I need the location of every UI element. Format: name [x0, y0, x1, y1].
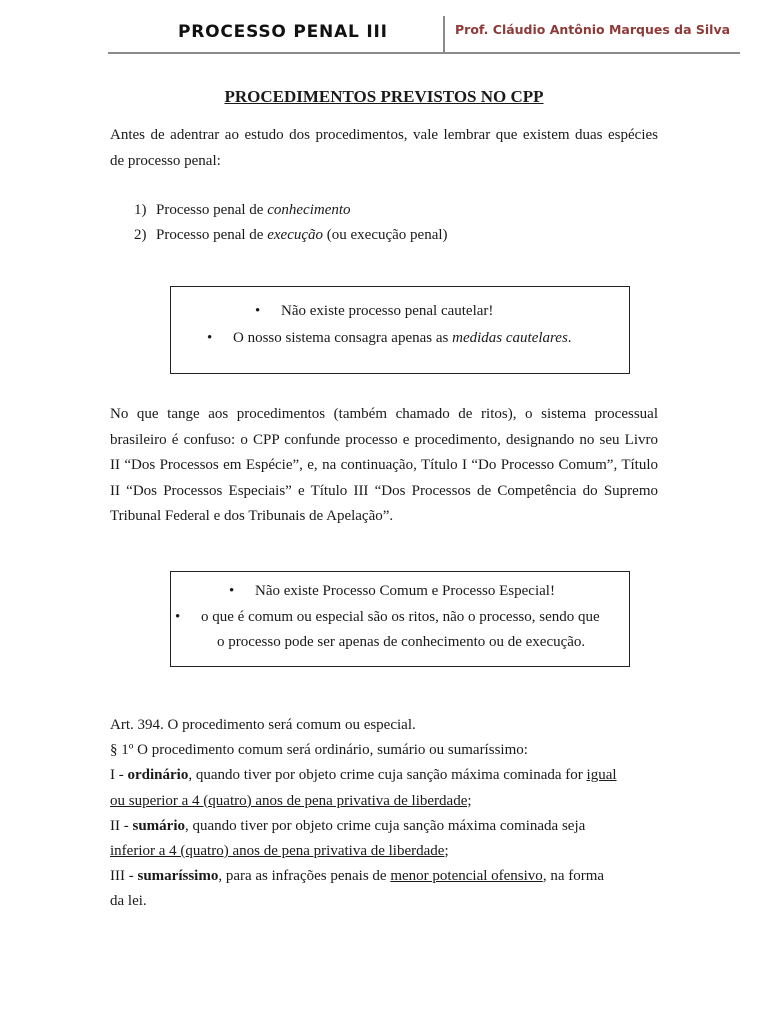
item-prefix: I -: [110, 767, 128, 784]
box-bullet-item: [175, 609, 600, 626]
procedures-paragraph: [110, 402, 658, 530]
box-bullet-item: [255, 303, 493, 320]
paragraph-line: II “Dos Processos em Espécie”, e, na continuação, Título I “Do Processo Comum”, Título: [110, 457, 658, 473]
item-text: , para as infrações penais de: [218, 868, 391, 885]
bullet-icon: •: [175, 609, 181, 625]
item-prefix: II -: [110, 817, 133, 834]
bullet-icon: •: [207, 330, 213, 346]
item-prefix: III -: [110, 868, 138, 885]
list-text: Processo penal de: [156, 227, 268, 243]
box-bullet-suffix: .: [567, 330, 572, 346]
box-bullet-continuation: o processo pode ser apenas de conhecimento ou de execução.: [217, 634, 586, 650]
page-header: [0, 0, 768, 56]
list-number: 1): [134, 202, 147, 218]
item-ordinario: [110, 763, 650, 788]
professor-name: Prof. Cláudio Antônio Marques da Silva: [455, 22, 731, 37]
note-box-processo: [170, 571, 630, 667]
header-divider-horizontal: [108, 52, 740, 54]
list-suffix: (ou execução penal): [323, 227, 448, 243]
box-bullet-text: Não existe Processo Comum e Processo Especial!: [255, 583, 555, 599]
intro-line: Antes de adentrar ao estudo dos procedimentos, vale lembrar que existem duas espécies: [110, 127, 658, 143]
box-bullet-item: [229, 583, 555, 600]
paragraph-line: Tribunal Federal e dos Tribunais de Apelação”.: [110, 508, 394, 524]
item-underline: menor potencial ofensivo: [390, 868, 543, 885]
box-bullet-text: O nosso sistema consagra apenas as: [233, 330, 453, 346]
article-heading: Art. 394. O procedimento será comum ou especial.: [110, 717, 416, 733]
item-bold: ordinário: [127, 767, 189, 784]
box-bullet-text: o que é comum ou especial são os ritos, não o processo, sendo que: [201, 609, 600, 625]
box-bullet-italic: medidas cautelares: [452, 330, 568, 346]
list-number: 2): [134, 227, 147, 243]
item-sumarissimo-cont: da lei.: [110, 893, 147, 910]
box-bullet-text: Não existe processo penal cautelar!: [281, 303, 494, 319]
list-italic: execução: [267, 227, 324, 243]
box-bullet-item: [207, 330, 572, 347]
species-list: [134, 198, 448, 248]
item-underline: igual: [586, 767, 617, 784]
intro-line: de processo penal:: [110, 152, 221, 169]
article-paragraph-1: § 1º O procedimento comum será ordinário, sumário ou sumaríssimo:: [110, 742, 528, 759]
item-ordinario-cont: [110, 789, 650, 814]
item-sumarissimo: [110, 864, 650, 889]
bullet-icon: •: [229, 583, 235, 599]
list-text: Processo penal de: [156, 202, 268, 218]
item-end: , na forma: [542, 868, 605, 885]
item-text: , quando tiver por objeto crime cuja sanção máxima cominada seja: [185, 817, 586, 834]
item-sumario: [110, 814, 650, 839]
item-underline: inferior a 4 (quatro) anos de pena privativa de liberdade: [110, 842, 445, 859]
paragraph-line: brasileiro é confuso: o CPP confunde processo e procedimento, designando no seu Livro: [110, 431, 658, 448]
page-title: PROCEDIMENTOS PREVISTOS NO CPP: [224, 87, 544, 106]
list-item: [134, 198, 448, 223]
course-title: PROCESSO PENAL III: [178, 22, 388, 42]
header-divider-vertical: [443, 16, 445, 52]
item-text: , quando tiver por objeto crime cuja sanção máxima cominada for: [188, 767, 587, 784]
article-394: [110, 713, 650, 915]
note-box-cautelar: [170, 286, 630, 374]
item-end: ;: [444, 842, 449, 859]
list-item: [134, 223, 448, 248]
paragraph-line: II “Dos Processos Especiais” e Título III “Dos Processos de Competência do Supremo: [110, 482, 658, 499]
paragraph-line: No que tange aos procedimentos (também chamado de ritos), o sistema processual: [110, 406, 658, 422]
list-italic: conhecimento: [267, 202, 351, 218]
item-bold: sumário: [132, 817, 185, 834]
bullet-icon: •: [255, 303, 261, 319]
item-sumario-cont: [110, 839, 650, 864]
intro-paragraph: [110, 123, 658, 174]
item-underline: ou superior a 4 (quatro) anos de pena privativa de liberdade;: [110, 792, 472, 809]
item-bold: sumaríssimo: [137, 868, 219, 885]
